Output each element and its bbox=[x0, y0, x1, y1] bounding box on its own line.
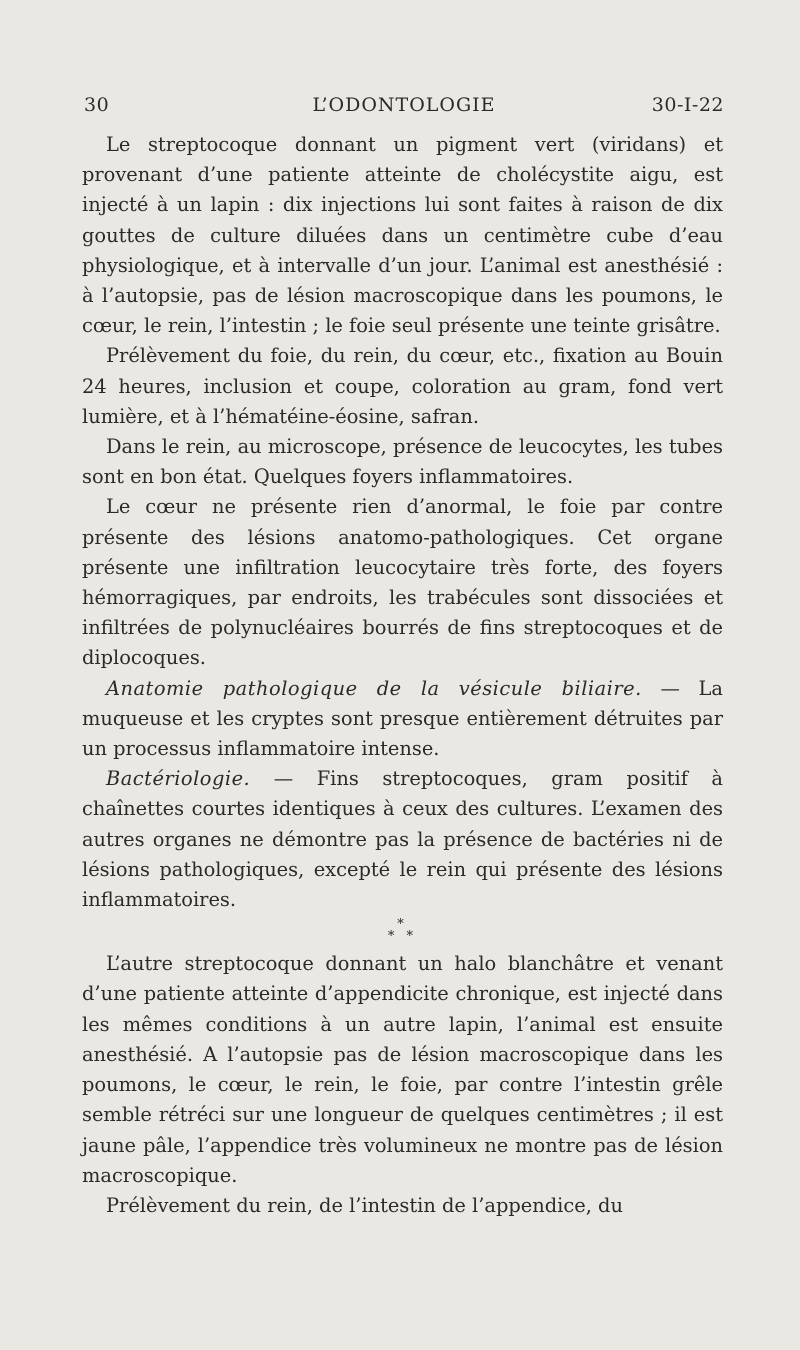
asterism-bottom: * * bbox=[387, 929, 418, 945]
paragraph: Prélèvement du rein, de l’intestin de l’appendice, du bbox=[106, 1193, 623, 1217]
running-title: L’ODONTOLOGIE bbox=[312, 94, 496, 116]
paragraph: Le cœur ne présente rien d’anormal, le foie par contre présente des lésions anatomo-pathologiques. Cet organe présente une infiltration leucocytaire très forte, des foyers hémorragiques, par endroits, les trabécules sont dissociées et infiltrées de polynucléaires bourrés de fins streptocoques et de diplocoques. bbox=[82, 495, 723, 670]
section-heading-anatomie: Anatomie pathologique de la vésicule biliaire. bbox=[106, 676, 642, 700]
asterism-separator bbox=[82, 919, 723, 943]
page-header bbox=[84, 94, 724, 122]
paragraph: Prélèvement du foie, du rein, du cœur, etc., fixation au Bouin 24 heures, inclusion et coupe, coloration au gram, fond vert lumière, et à l’hématéine-éosine, safran. bbox=[82, 344, 723, 428]
paragraph: Dans le rein, au microscope, présence de leucocytes, les tubes sont en bon état. Quelques foyers inflammatoires. bbox=[82, 435, 723, 489]
paragraph-bacteriologie bbox=[82, 764, 723, 915]
paragraph: Le streptocoque donnant un pigment vert (viridans) et provenant d’une patiente atteinte de cholécystite aigu, est injecté à un lapin : dix injections lui sont faites à raison de dix gouttes de culture diluées dans un centimètre cube d’eau physiologique, et à intervalle d’un jour. L’animal est anesthésié : à l’autopsie, pas de lésion macroscopique dans les poumons, le cœur, le rein, l’intestin ; le foie seul présente une teinte grisâtre. bbox=[82, 133, 723, 338]
paragraph-text: — La muqueuse et les cryptes sont presque entièrement détruites par un processus inflammatoire intense. bbox=[82, 676, 723, 761]
page-number: 30 bbox=[84, 94, 110, 116]
paragraph: L’autre streptocoque donnant un halo blanchâtre et venant d’une patiente atteinte d’appendicite chronique, est injecté dans les mêmes conditions à un autre lapin, l’animal est ensuite anesthésié. A l’autopsie pas de lésion macroscopique dans les poumons, le cœur, le rein, le foie, par contre l’intestin grêle semble rétréci sur une longueur de quelques centimètres ; il est jaune pâle, l’appendice très volumineux ne montre pas de lésion macroscopique. bbox=[82, 952, 723, 1187]
paragraph-text: — Fins streptocoques, gram positif à chaînettes courtes identiques à ceux des cultures. L’examen des autres organes ne démontre pas la présence de bactéries ni de lésions pathologiques, excepté le rein qui présente des lésions inflammatoires. bbox=[82, 767, 723, 912]
issue-date: 30-I-22 bbox=[651, 94, 724, 116]
section-heading-bacteriologie: Bactériologie. bbox=[106, 767, 251, 791]
body-text bbox=[82, 130, 723, 1221]
paragraph-anatomie bbox=[82, 674, 723, 765]
asterism-top: * bbox=[397, 917, 408, 933]
